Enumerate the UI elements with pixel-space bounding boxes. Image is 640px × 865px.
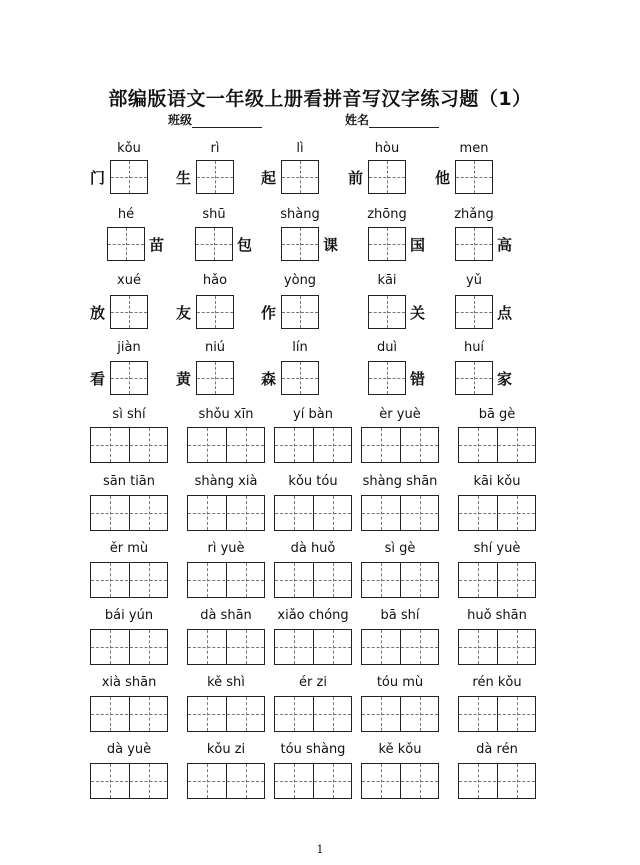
grid-guide [108, 244, 144, 245]
grid-guide [362, 513, 438, 514]
class-label: 班级 [168, 113, 193, 127]
page-title: 部编版语文一年级上册看拼音写汉字练习题（1） [108, 88, 532, 110]
grid-guide [456, 378, 492, 379]
writing-box-double[interactable] [361, 562, 439, 598]
writing-box-double[interactable] [458, 629, 536, 665]
pinyin-label: dà yuè [106, 742, 152, 757]
pinyin-label: men [459, 141, 489, 156]
grid-guide [362, 714, 438, 715]
pinyin-label: bā shí [380, 608, 420, 623]
pinyin-label: xiǎo chóng [277, 608, 349, 623]
grid-guide [275, 445, 351, 446]
pinyin-label: niú [204, 340, 226, 355]
grid-guide [362, 445, 438, 446]
grid-guide [188, 781, 264, 782]
writing-box-double[interactable] [458, 696, 536, 732]
writing-box[interactable] [368, 227, 406, 261]
grid-guide [369, 312, 405, 313]
grid-guide [197, 312, 233, 313]
pinyin-label: ér zi [299, 675, 327, 690]
pinyin-label: shí yuè [473, 541, 521, 556]
pinyin-label: hǎo [202, 273, 228, 288]
pinyin-label: xià shān [101, 675, 157, 690]
writing-box-double[interactable] [458, 427, 536, 463]
grid-guide [362, 647, 438, 648]
writing-box-double[interactable] [274, 696, 352, 732]
grid-guide [459, 647, 535, 648]
writing-box-double[interactable] [458, 562, 536, 598]
pinyin-label: kǒu [117, 141, 141, 156]
grid-guide [362, 580, 438, 581]
grid-guide [362, 781, 438, 782]
grid-guide [188, 647, 264, 648]
writing-box[interactable] [107, 227, 145, 261]
grid-guide [275, 781, 351, 782]
writing-box[interactable] [281, 361, 319, 395]
writing-box[interactable] [110, 295, 148, 329]
writing-box-double[interactable] [187, 696, 265, 732]
given-character: 错 [410, 370, 426, 388]
writing-box[interactable] [455, 361, 493, 395]
grid-guide [275, 647, 351, 648]
writing-box-double[interactable] [361, 629, 439, 665]
grid-guide [111, 378, 147, 379]
given-character: 国 [410, 236, 426, 254]
pinyin-label: sì shí [112, 407, 146, 422]
writing-box-double[interactable] [361, 696, 439, 732]
writing-box[interactable] [196, 160, 234, 194]
given-character: 包 [237, 236, 253, 254]
grid-guide [282, 378, 318, 379]
writing-box[interactable] [110, 361, 148, 395]
writing-box-double[interactable] [187, 629, 265, 665]
given-character: 生 [176, 169, 192, 187]
grid-guide [459, 781, 535, 782]
pinyin-label: duì [376, 340, 398, 355]
pinyin-label: dà shān [200, 608, 252, 623]
name-label: 姓名 [345, 113, 370, 127]
pinyin-label: sì gè [384, 541, 416, 556]
grid-guide [275, 513, 351, 514]
grid-guide [188, 445, 264, 446]
writing-box[interactable] [368, 361, 406, 395]
writing-box[interactable] [455, 160, 493, 194]
given-character: 点 [497, 304, 513, 322]
pinyin-label: zhōng [367, 207, 407, 222]
pinyin-label: huǒ shān [467, 608, 527, 623]
given-character: 前 [348, 169, 364, 187]
pinyin-label: hé [117, 207, 135, 222]
pinyin-label: shàng [280, 207, 320, 222]
pinyin-label: lì [296, 141, 304, 156]
pinyin-label: dà huǒ [290, 541, 336, 556]
writing-box[interactable] [196, 361, 234, 395]
pinyin-label: rì yuè [207, 541, 245, 556]
pinyin-label: kāi kǒu [473, 474, 521, 489]
writing-box-double[interactable] [458, 763, 536, 799]
pinyin-label: dà rén [476, 742, 518, 757]
pinyin-label: shàng shān [362, 474, 438, 489]
grid-guide [111, 312, 147, 313]
pinyin-label: lín [292, 340, 308, 355]
writing-box-double[interactable] [90, 495, 168, 531]
grid-guide [456, 244, 492, 245]
writing-box-double[interactable] [187, 562, 265, 598]
writing-box-double[interactable] [187, 763, 265, 799]
pinyin-label: huí [463, 340, 485, 355]
pinyin-label: shū [202, 207, 226, 222]
pinyin-label: shàng xià [194, 474, 258, 489]
given-character: 门 [90, 169, 106, 187]
pinyin-label: sān tiān [102, 474, 156, 489]
class-field [168, 111, 262, 128]
grid-guide [459, 513, 535, 514]
pinyin-label: rén kǒu [472, 675, 522, 690]
writing-box-double[interactable] [90, 696, 168, 732]
pinyin-label: jiàn [117, 340, 141, 355]
grid-guide [459, 714, 535, 715]
pinyin-label: yòng [283, 273, 317, 288]
pinyin-label: zhǎng [454, 207, 494, 222]
class-blank[interactable] [192, 115, 262, 128]
writing-box-double[interactable] [458, 495, 536, 531]
given-character: 黄 [176, 370, 192, 388]
writing-box[interactable] [281, 160, 319, 194]
grid-guide [196, 244, 232, 245]
given-character: 苗 [149, 236, 165, 254]
given-character: 高 [497, 236, 513, 254]
grid-guide [188, 513, 264, 514]
pinyin-label: tóu shàng [280, 742, 346, 757]
grid-guide [369, 177, 405, 178]
grid-guide [91, 445, 167, 446]
writing-box-double[interactable] [187, 427, 265, 463]
writing-box[interactable] [281, 227, 319, 261]
pinyin-label: rì [210, 141, 220, 156]
writing-box[interactable] [455, 227, 493, 261]
writing-box-double[interactable] [90, 763, 168, 799]
grid-guide [459, 445, 535, 446]
given-character: 课 [323, 236, 339, 254]
grid-guide [91, 580, 167, 581]
writing-box-double[interactable] [274, 629, 352, 665]
grid-guide [369, 244, 405, 245]
writing-box[interactable] [368, 160, 406, 194]
grid-guide [275, 714, 351, 715]
writing-box-double[interactable] [90, 562, 168, 598]
pinyin-label: bā gè [478, 407, 516, 422]
writing-box-double[interactable] [274, 763, 352, 799]
writing-box-double[interactable] [361, 427, 439, 463]
pinyin-label: shǒu xīn [198, 407, 254, 422]
grid-guide [275, 580, 351, 581]
writing-box-double[interactable] [90, 427, 168, 463]
writing-box[interactable] [455, 295, 493, 329]
writing-box[interactable] [196, 295, 234, 329]
writing-box-double[interactable] [274, 427, 352, 463]
given-character: 作 [261, 304, 277, 322]
writing-box-double[interactable] [361, 495, 439, 531]
pinyin-label: kě kǒu [378, 742, 422, 757]
given-character: 看 [90, 370, 106, 388]
given-character: 关 [410, 304, 426, 322]
writing-box-double[interactable] [274, 495, 352, 531]
given-character: 放 [90, 304, 106, 322]
writing-box[interactable] [281, 295, 319, 329]
name-field [345, 111, 439, 128]
grid-guide [282, 312, 318, 313]
name-blank[interactable] [369, 115, 439, 128]
grid-guide [91, 714, 167, 715]
grid-guide [188, 714, 264, 715]
given-character: 家 [497, 370, 513, 388]
grid-guide [91, 513, 167, 514]
pinyin-label: yǔ [466, 273, 482, 288]
writing-box-double[interactable] [361, 763, 439, 799]
writing-box[interactable] [368, 295, 406, 329]
pinyin-label: yí bàn [293, 407, 333, 422]
grid-guide [91, 781, 167, 782]
writing-box-double[interactable] [90, 629, 168, 665]
writing-box[interactable] [110, 160, 148, 194]
grid-guide [456, 312, 492, 313]
pinyin-label: kǒu zi [206, 742, 246, 757]
grid-guide [111, 177, 147, 178]
given-character: 起 [261, 169, 277, 187]
pinyin-label: ěr mù [109, 541, 149, 556]
pinyin-label: tóu mù [376, 675, 424, 690]
grid-guide [197, 177, 233, 178]
given-character: 友 [176, 304, 192, 322]
pinyin-label: èr yuè [379, 407, 421, 422]
given-character: 他 [435, 169, 451, 187]
writing-box[interactable] [195, 227, 233, 261]
grid-guide [459, 580, 535, 581]
pinyin-label: kǒu tóu [288, 474, 338, 489]
grid-guide [282, 244, 318, 245]
grid-guide [91, 647, 167, 648]
pinyin-label: bái yún [104, 608, 154, 623]
pinyin-label: hòu [374, 141, 400, 156]
grid-guide [282, 177, 318, 178]
writing-box-double[interactable] [274, 562, 352, 598]
pinyin-label: xué [117, 273, 141, 288]
pinyin-label: kě shì [207, 675, 245, 690]
given-character: 森 [261, 370, 277, 388]
grid-guide [456, 177, 492, 178]
page-number: 1 [316, 843, 324, 856]
grid-guide [188, 580, 264, 581]
grid-guide [369, 378, 405, 379]
pinyin-label: kāi [377, 273, 397, 288]
writing-box-double[interactable] [187, 495, 265, 531]
grid-guide [197, 378, 233, 379]
